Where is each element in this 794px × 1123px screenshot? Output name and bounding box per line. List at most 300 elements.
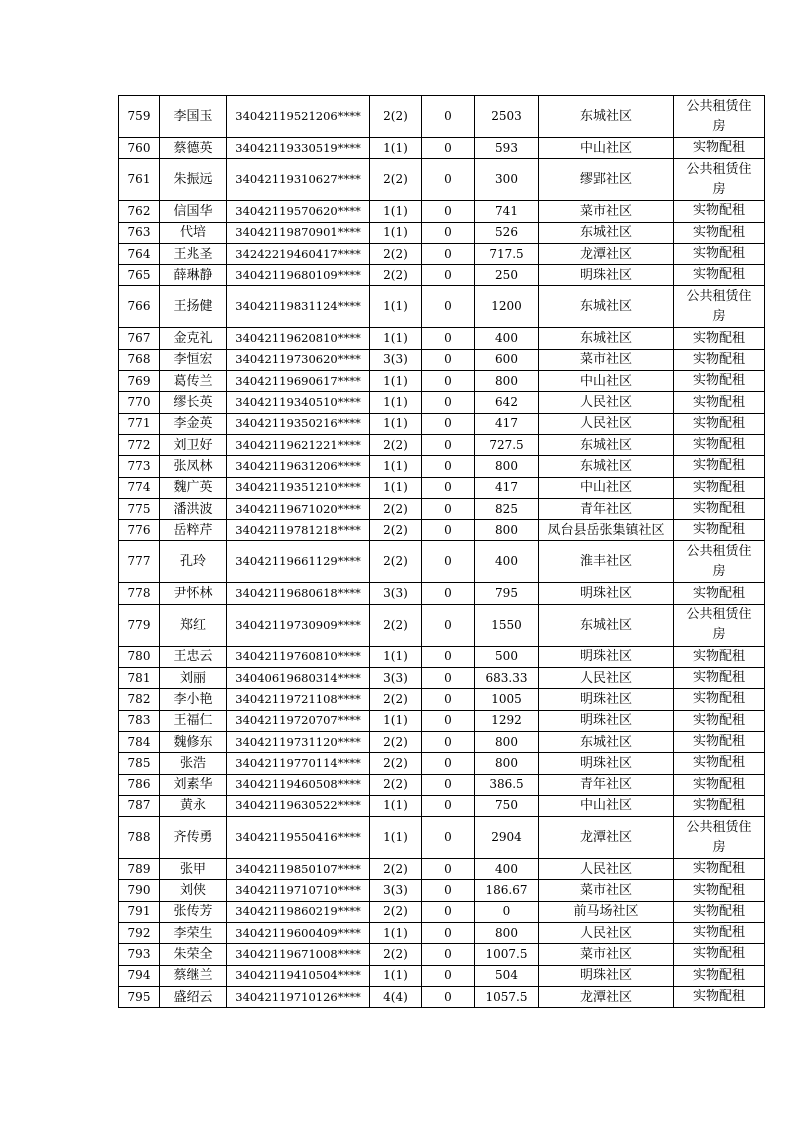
community-cell: 明珠社区 xyxy=(539,965,674,986)
community-cell: 菜市社区 xyxy=(539,201,674,222)
name-cell: 孔玲 xyxy=(160,541,227,583)
name-cell: 朱荣全 xyxy=(160,944,227,965)
community-cell: 青年社区 xyxy=(539,498,674,519)
name-cell: 张甲 xyxy=(160,859,227,880)
housing-type-cell: 实物配租 xyxy=(674,795,765,816)
id-number-cell: 34042119310627**** xyxy=(227,159,370,201)
id-number-cell: 34042119350216**** xyxy=(227,413,370,434)
housing-type-cell: 实物配租 xyxy=(674,201,765,222)
household-count-cell: 1(1) xyxy=(370,477,422,498)
name-cell: 黄永 xyxy=(160,795,227,816)
housing-type-cell: 实物配租 xyxy=(674,774,765,795)
household-count-cell: 2(2) xyxy=(370,731,422,752)
table-row xyxy=(119,392,765,413)
household-count-cell: 3(3) xyxy=(370,349,422,370)
id-number-cell: 34042119631206**** xyxy=(227,456,370,477)
community-cell: 中山社区 xyxy=(539,477,674,498)
housing-type-cell: 实物配租 xyxy=(674,413,765,434)
zero-cell: 0 xyxy=(422,774,475,795)
household-count-cell: 2(2) xyxy=(370,689,422,710)
housing-type-cell: 实物配租 xyxy=(674,923,765,944)
amount-cell: 795 xyxy=(475,583,539,604)
housing-type-cell: 实物配租 xyxy=(674,392,765,413)
zero-cell: 0 xyxy=(422,731,475,752)
name-cell: 代培 xyxy=(160,222,227,243)
row-number-cell: 785 xyxy=(119,753,160,774)
community-cell: 凤台县岳张集镇社区 xyxy=(539,520,674,541)
community-cell: 菜市社区 xyxy=(539,349,674,370)
housing-type-cell: 实物配租 xyxy=(674,456,765,477)
household-count-cell: 3(3) xyxy=(370,880,422,901)
household-count-cell: 1(1) xyxy=(370,795,422,816)
amount-cell: 1005 xyxy=(475,689,539,710)
housing-type-cell: 实物配租 xyxy=(674,243,765,264)
household-count-cell: 1(1) xyxy=(370,456,422,477)
table-row xyxy=(119,753,765,774)
table-row xyxy=(119,774,765,795)
household-count-cell: 3(3) xyxy=(370,668,422,689)
household-count-cell: 2(2) xyxy=(370,243,422,264)
household-count-cell: 1(1) xyxy=(370,392,422,413)
amount-cell: 1200 xyxy=(475,286,539,328)
name-cell: 蔡德英 xyxy=(160,138,227,159)
amount-cell: 0 xyxy=(475,901,539,922)
zero-cell: 0 xyxy=(422,901,475,922)
table-row xyxy=(119,923,765,944)
amount-cell: 526 xyxy=(475,222,539,243)
row-number-cell: 795 xyxy=(119,986,160,1007)
zero-cell: 0 xyxy=(422,498,475,519)
housing-type-cell: 实物配租 xyxy=(674,965,765,986)
housing-type-cell: 实物配租 xyxy=(674,498,765,519)
name-cell: 王兆圣 xyxy=(160,243,227,264)
amount-cell: 727.5 xyxy=(475,434,539,455)
row-number-cell: 772 xyxy=(119,434,160,455)
household-count-cell: 1(1) xyxy=(370,371,422,392)
housing-type-cell: 公共租赁住 房 xyxy=(674,96,765,138)
housing-type-cell: 公共租赁住 房 xyxy=(674,159,765,201)
housing-type-cell: 实物配租 xyxy=(674,753,765,774)
household-count-cell: 2(2) xyxy=(370,541,422,583)
community-cell: 东城社区 xyxy=(539,328,674,349)
amount-cell: 417 xyxy=(475,413,539,434)
housing-type-cell: 实物配租 xyxy=(674,349,765,370)
housing-type-cell: 实物配租 xyxy=(674,328,765,349)
household-count-cell: 2(2) xyxy=(370,96,422,138)
row-number-cell: 788 xyxy=(119,817,160,859)
household-count-cell: 3(3) xyxy=(370,583,422,604)
housing-type-cell: 实物配租 xyxy=(674,731,765,752)
id-number-cell: 34042119721108**** xyxy=(227,689,370,710)
community-cell: 明珠社区 xyxy=(539,646,674,667)
name-cell: 金克礼 xyxy=(160,328,227,349)
household-count-cell: 2(2) xyxy=(370,265,422,286)
housing-type-cell: 实物配租 xyxy=(674,520,765,541)
amount-cell: 500 xyxy=(475,646,539,667)
name-cell: 刘素华 xyxy=(160,774,227,795)
community-cell: 人民社区 xyxy=(539,923,674,944)
name-cell: 王福仁 xyxy=(160,710,227,731)
housing-type-cell: 实物配租 xyxy=(674,668,765,689)
zero-cell: 0 xyxy=(422,456,475,477)
housing-type-cell: 实物配租 xyxy=(674,222,765,243)
name-cell: 张凤林 xyxy=(160,456,227,477)
community-cell: 人民社区 xyxy=(539,859,674,880)
zero-cell: 0 xyxy=(422,710,475,731)
table-row xyxy=(119,944,765,965)
amount-cell: 1292 xyxy=(475,710,539,731)
amount-cell: 300 xyxy=(475,159,539,201)
zero-cell: 0 xyxy=(422,159,475,201)
household-count-cell: 2(2) xyxy=(370,434,422,455)
id-number-cell: 34042119870901**** xyxy=(227,222,370,243)
name-cell: 薛琳静 xyxy=(160,265,227,286)
id-number-cell: 34042119690617**** xyxy=(227,371,370,392)
amount-cell: 800 xyxy=(475,456,539,477)
community-cell: 青年社区 xyxy=(539,774,674,795)
name-cell: 张浩 xyxy=(160,753,227,774)
amount-cell: 400 xyxy=(475,541,539,583)
amount-cell: 1007.5 xyxy=(475,944,539,965)
zero-cell: 0 xyxy=(422,286,475,328)
table-row xyxy=(119,96,765,138)
community-cell: 中山社区 xyxy=(539,371,674,392)
community-cell: 中山社区 xyxy=(539,138,674,159)
row-number-cell: 763 xyxy=(119,222,160,243)
amount-cell: 400 xyxy=(475,328,539,349)
housing-type-cell: 实物配租 xyxy=(674,944,765,965)
id-number-cell: 34042119550416**** xyxy=(227,817,370,859)
id-number-cell: 34042119720707**** xyxy=(227,710,370,731)
id-number-cell: 34042119730620**** xyxy=(227,349,370,370)
row-number-cell: 783 xyxy=(119,710,160,731)
row-number-cell: 786 xyxy=(119,774,160,795)
table-row xyxy=(119,201,765,222)
table-row xyxy=(119,731,765,752)
row-number-cell: 762 xyxy=(119,201,160,222)
table-row xyxy=(119,986,765,1007)
zero-cell: 0 xyxy=(422,328,475,349)
table-row xyxy=(119,817,765,859)
zero-cell: 0 xyxy=(422,434,475,455)
amount-cell: 417 xyxy=(475,477,539,498)
table-row xyxy=(119,795,765,816)
name-cell: 朱振远 xyxy=(160,159,227,201)
name-cell: 刘侠 xyxy=(160,880,227,901)
id-number-cell: 34042119460508**** xyxy=(227,774,370,795)
community-cell: 东城社区 xyxy=(539,731,674,752)
household-count-cell: 1(1) xyxy=(370,201,422,222)
amount-cell: 504 xyxy=(475,965,539,986)
row-number-cell: 790 xyxy=(119,880,160,901)
row-number-cell: 764 xyxy=(119,243,160,264)
allocation-table xyxy=(118,95,765,1008)
row-number-cell: 761 xyxy=(119,159,160,201)
amount-cell: 2503 xyxy=(475,96,539,138)
table-row xyxy=(119,243,765,264)
zero-cell: 0 xyxy=(422,477,475,498)
row-number-cell: 782 xyxy=(119,689,160,710)
amount-cell: 400 xyxy=(475,859,539,880)
amount-cell: 717.5 xyxy=(475,243,539,264)
zero-cell: 0 xyxy=(422,646,475,667)
community-cell: 明珠社区 xyxy=(539,265,674,286)
name-cell: 郑红 xyxy=(160,604,227,646)
table-row xyxy=(119,668,765,689)
table-row xyxy=(119,901,765,922)
row-number-cell: 789 xyxy=(119,859,160,880)
zero-cell: 0 xyxy=(422,96,475,138)
table-row xyxy=(119,138,765,159)
amount-cell: 386.5 xyxy=(475,774,539,795)
id-number-cell: 34242219460417**** xyxy=(227,243,370,264)
zero-cell: 0 xyxy=(422,965,475,986)
id-number-cell: 34042119680109**** xyxy=(227,265,370,286)
table-row xyxy=(119,222,765,243)
name-cell: 李小艳 xyxy=(160,689,227,710)
id-number-cell: 34042119781218**** xyxy=(227,520,370,541)
name-cell: 信国华 xyxy=(160,201,227,222)
name-cell: 缪长英 xyxy=(160,392,227,413)
table-row xyxy=(119,541,765,583)
household-count-cell: 2(2) xyxy=(370,859,422,880)
id-number-cell: 34042119330519**** xyxy=(227,138,370,159)
housing-type-cell: 实物配租 xyxy=(674,371,765,392)
zero-cell: 0 xyxy=(422,880,475,901)
name-cell: 魏修东 xyxy=(160,731,227,752)
row-number-cell: 778 xyxy=(119,583,160,604)
housing-type-cell: 公共租赁住 房 xyxy=(674,286,765,328)
household-count-cell: 2(2) xyxy=(370,159,422,201)
table-row xyxy=(119,965,765,986)
zero-cell: 0 xyxy=(422,541,475,583)
table-row xyxy=(119,477,765,498)
community-cell: 前马场社区 xyxy=(539,901,674,922)
name-cell: 李国玉 xyxy=(160,96,227,138)
housing-type-cell: 实物配租 xyxy=(674,138,765,159)
zero-cell: 0 xyxy=(422,392,475,413)
zero-cell: 0 xyxy=(422,944,475,965)
row-number-cell: 780 xyxy=(119,646,160,667)
row-number-cell: 760 xyxy=(119,138,160,159)
community-cell: 东城社区 xyxy=(539,96,674,138)
id-number-cell: 34042119860219**** xyxy=(227,901,370,922)
name-cell: 王扬健 xyxy=(160,286,227,328)
amount-cell: 642 xyxy=(475,392,539,413)
community-cell: 中山社区 xyxy=(539,795,674,816)
id-number-cell: 34042119630522**** xyxy=(227,795,370,816)
name-cell: 李恒宏 xyxy=(160,349,227,370)
name-cell: 潘洪波 xyxy=(160,498,227,519)
id-number-cell: 34042119351210**** xyxy=(227,477,370,498)
id-number-cell: 34042119731120**** xyxy=(227,731,370,752)
id-number-cell: 34042119621221**** xyxy=(227,434,370,455)
zero-cell: 0 xyxy=(422,201,475,222)
row-number-cell: 773 xyxy=(119,456,160,477)
table-row xyxy=(119,498,765,519)
amount-cell: 800 xyxy=(475,923,539,944)
table-row xyxy=(119,349,765,370)
table-row xyxy=(119,371,765,392)
id-number-cell: 34042119410504**** xyxy=(227,965,370,986)
row-number-cell: 781 xyxy=(119,668,160,689)
amount-cell: 593 xyxy=(475,138,539,159)
community-cell: 东城社区 xyxy=(539,604,674,646)
community-cell: 人民社区 xyxy=(539,668,674,689)
name-cell: 盛绍云 xyxy=(160,986,227,1007)
row-number-cell: 759 xyxy=(119,96,160,138)
zero-cell: 0 xyxy=(422,795,475,816)
amount-cell: 1057.5 xyxy=(475,986,539,1007)
community-cell: 龙潭社区 xyxy=(539,243,674,264)
amount-cell: 800 xyxy=(475,731,539,752)
id-number-cell: 34042119521206**** xyxy=(227,96,370,138)
table-row xyxy=(119,880,765,901)
household-count-cell: 1(1) xyxy=(370,413,422,434)
name-cell: 葛传兰 xyxy=(160,371,227,392)
zero-cell: 0 xyxy=(422,668,475,689)
zero-cell: 0 xyxy=(422,923,475,944)
zero-cell: 0 xyxy=(422,138,475,159)
zero-cell: 0 xyxy=(422,222,475,243)
housing-type-cell: 实物配租 xyxy=(674,265,765,286)
amount-cell: 800 xyxy=(475,520,539,541)
housing-type-cell: 公共租赁住 房 xyxy=(674,541,765,583)
row-number-cell: 775 xyxy=(119,498,160,519)
table-row xyxy=(119,328,765,349)
row-number-cell: 765 xyxy=(119,265,160,286)
household-count-cell: 1(1) xyxy=(370,646,422,667)
household-count-cell: 2(2) xyxy=(370,520,422,541)
housing-type-cell: 实物配租 xyxy=(674,901,765,922)
name-cell: 刘丽 xyxy=(160,668,227,689)
household-count-cell: 1(1) xyxy=(370,710,422,731)
community-cell: 明珠社区 xyxy=(539,583,674,604)
id-number-cell: 34042119850107**** xyxy=(227,859,370,880)
table-row xyxy=(119,710,765,731)
id-number-cell: 34042119680618**** xyxy=(227,583,370,604)
household-count-cell: 1(1) xyxy=(370,222,422,243)
household-count-cell: 2(2) xyxy=(370,944,422,965)
name-cell: 张传芳 xyxy=(160,901,227,922)
amount-cell: 825 xyxy=(475,498,539,519)
table-row xyxy=(119,689,765,710)
zero-cell: 0 xyxy=(422,817,475,859)
table-row xyxy=(119,604,765,646)
zero-cell: 0 xyxy=(422,859,475,880)
community-cell: 缪郢社区 xyxy=(539,159,674,201)
amount-cell: 2904 xyxy=(475,817,539,859)
row-number-cell: 784 xyxy=(119,731,160,752)
id-number-cell: 34042119620810**** xyxy=(227,328,370,349)
community-cell: 淮丰社区 xyxy=(539,541,674,583)
housing-type-cell: 实物配租 xyxy=(674,986,765,1007)
name-cell: 尹怀林 xyxy=(160,583,227,604)
zero-cell: 0 xyxy=(422,986,475,1007)
housing-type-cell: 实物配租 xyxy=(674,710,765,731)
amount-cell: 800 xyxy=(475,371,539,392)
name-cell: 魏广英 xyxy=(160,477,227,498)
name-cell: 齐传勇 xyxy=(160,817,227,859)
id-number-cell: 34042119770114**** xyxy=(227,753,370,774)
amount-cell: 250 xyxy=(475,265,539,286)
household-count-cell: 1(1) xyxy=(370,138,422,159)
id-number-cell: 34042119671020**** xyxy=(227,498,370,519)
community-cell: 龙潭社区 xyxy=(539,817,674,859)
community-cell: 东城社区 xyxy=(539,222,674,243)
zero-cell: 0 xyxy=(422,265,475,286)
household-count-cell: 4(4) xyxy=(370,986,422,1007)
housing-type-cell: 实物配租 xyxy=(674,583,765,604)
id-number-cell: 34042119570620**** xyxy=(227,201,370,222)
table-row xyxy=(119,434,765,455)
zero-cell: 0 xyxy=(422,243,475,264)
community-cell: 龙潭社区 xyxy=(539,986,674,1007)
housing-type-cell: 实物配租 xyxy=(674,880,765,901)
table-row xyxy=(119,413,765,434)
id-number-cell: 34042119340510**** xyxy=(227,392,370,413)
name-cell: 李金英 xyxy=(160,413,227,434)
row-number-cell: 792 xyxy=(119,923,160,944)
row-number-cell: 769 xyxy=(119,371,160,392)
name-cell: 刘卫好 xyxy=(160,434,227,455)
housing-type-cell: 实物配租 xyxy=(674,859,765,880)
row-number-cell: 776 xyxy=(119,520,160,541)
name-cell: 蔡继兰 xyxy=(160,965,227,986)
table-row xyxy=(119,456,765,477)
id-number-cell: 34040619680314**** xyxy=(227,668,370,689)
household-count-cell: 1(1) xyxy=(370,965,422,986)
name-cell: 李荣生 xyxy=(160,923,227,944)
row-number-cell: 771 xyxy=(119,413,160,434)
table-row xyxy=(119,265,765,286)
amount-cell: 1550 xyxy=(475,604,539,646)
zero-cell: 0 xyxy=(422,689,475,710)
id-number-cell: 34042119710710**** xyxy=(227,880,370,901)
table-row xyxy=(119,286,765,328)
amount-cell: 741 xyxy=(475,201,539,222)
row-number-cell: 774 xyxy=(119,477,160,498)
zero-cell: 0 xyxy=(422,413,475,434)
household-count-cell: 2(2) xyxy=(370,774,422,795)
housing-type-cell: 实物配租 xyxy=(674,646,765,667)
housing-type-cell: 实物配租 xyxy=(674,689,765,710)
id-number-cell: 34042119671008**** xyxy=(227,944,370,965)
community-cell: 东城社区 xyxy=(539,286,674,328)
table-row xyxy=(119,159,765,201)
name-cell: 王忠云 xyxy=(160,646,227,667)
community-cell: 人民社区 xyxy=(539,392,674,413)
table-body xyxy=(119,96,765,1008)
housing-type-cell: 实物配租 xyxy=(674,434,765,455)
row-number-cell: 793 xyxy=(119,944,160,965)
table-row xyxy=(119,859,765,880)
household-count-cell: 1(1) xyxy=(370,923,422,944)
zero-cell: 0 xyxy=(422,753,475,774)
amount-cell: 186.67 xyxy=(475,880,539,901)
zero-cell: 0 xyxy=(422,583,475,604)
row-number-cell: 779 xyxy=(119,604,160,646)
id-number-cell: 34042119831124**** xyxy=(227,286,370,328)
household-count-cell: 1(1) xyxy=(370,817,422,859)
household-count-cell: 1(1) xyxy=(370,328,422,349)
row-number-cell: 766 xyxy=(119,286,160,328)
amount-cell: 800 xyxy=(475,753,539,774)
housing-type-cell: 公共租赁住 房 xyxy=(674,817,765,859)
id-number-cell: 34042119710126**** xyxy=(227,986,370,1007)
table-row xyxy=(119,646,765,667)
household-count-cell: 2(2) xyxy=(370,901,422,922)
